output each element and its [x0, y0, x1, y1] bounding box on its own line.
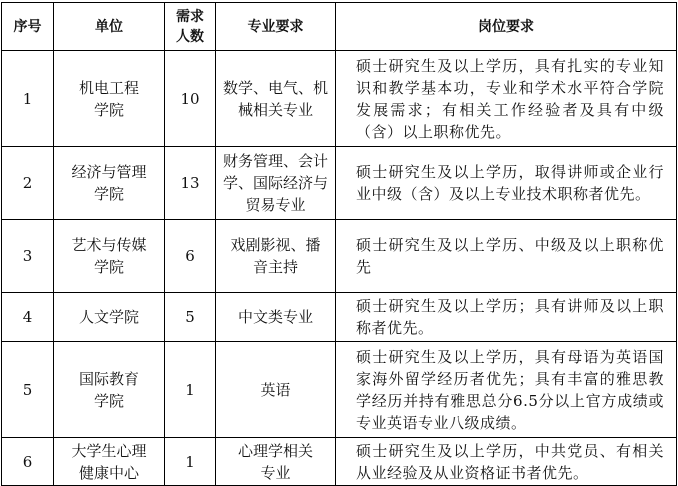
table-row [2, 51, 677, 147]
header-unit: 单位 [54, 3, 165, 51]
unit-cell: 国际教育学院 [54, 342, 165, 438]
header-seq: 序号 [2, 3, 54, 51]
major-cell: 心理学相关专业 [216, 438, 336, 486]
header-row [2, 3, 677, 51]
seq-cell: 2 [2, 147, 54, 220]
table-row [2, 147, 677, 220]
count-cell: 1 [165, 342, 216, 438]
count-cell: 13 [165, 147, 216, 220]
seq-cell: 4 [2, 293, 54, 342]
unit-cell: 经济与管理学院 [54, 147, 165, 220]
count-cell: 10 [165, 51, 216, 147]
seq-cell: 6 [2, 438, 54, 486]
header-position: 岗位要求 [336, 3, 677, 51]
recruitment-table [1, 2, 677, 486]
unit-cell: 大学生心理健康中心 [54, 438, 165, 486]
major-cell: 英语 [216, 342, 336, 438]
table-row [2, 220, 677, 293]
seq-cell: 1 [2, 51, 54, 147]
position-cell: 硕士研究生及以上学历，具有母语为英语国家海外留学经历者优先；具有丰富的雅思教学经历并持有雅思总分6.5分以上官方成绩或专业英语专业八级成绩。 [336, 342, 677, 438]
major-cell: 中文类专业 [216, 293, 336, 342]
seq-cell: 3 [2, 220, 54, 293]
table-row [2, 438, 677, 486]
position-cell: 硕士研究生及以上学历，具有扎实的专业知识和教学基本功，专业和学术水平符合学院发展需求；有相关工作经验者及具有中级（含）以上职称优先。 [336, 51, 677, 147]
count-cell: 5 [165, 293, 216, 342]
header-major: 专业要求 [216, 3, 336, 51]
count-cell: 1 [165, 438, 216, 486]
unit-cell: 机电工程学院 [54, 51, 165, 147]
major-cell: 戏剧影视、播音主持 [216, 220, 336, 293]
major-cell: 财务管理、会计学、国际经济与贸易专业 [216, 147, 336, 220]
position-cell: 硕士研究生及以上学历；具有讲师及以上职称者优先。 [336, 293, 677, 342]
header-count: 需求人数 [165, 3, 216, 51]
unit-cell: 艺术与传媒学院 [54, 220, 165, 293]
table-row [2, 293, 677, 342]
position-cell: 硕士研究生及以上学历，取得讲师或企业行业中级（含）及以上专业技术职称者优先。 [336, 147, 677, 220]
position-cell: 硕士研究生及以上学历、中级及以上职称优先 [336, 220, 677, 293]
seq-cell: 5 [2, 342, 54, 438]
position-cell: 硕士研究生及以上学历，中共党员、有相关从业经验及从业资格证书者优先。 [336, 438, 677, 486]
count-cell: 6 [165, 220, 216, 293]
unit-cell: 人文学院 [54, 293, 165, 342]
table-row [2, 342, 677, 438]
major-cell: 数学、电气、机械相关专业 [216, 51, 336, 147]
